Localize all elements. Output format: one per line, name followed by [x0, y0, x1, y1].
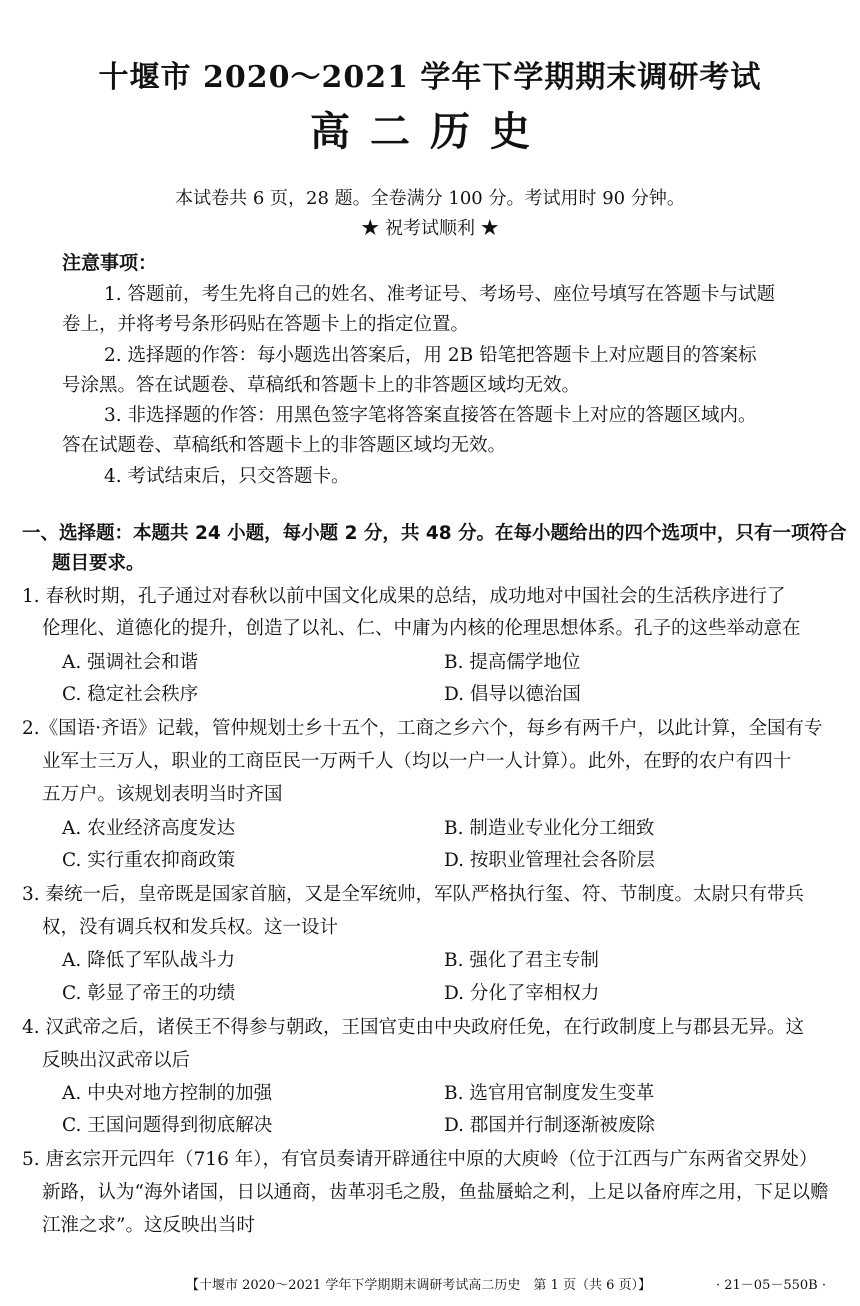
exam-title: 十堰市 2020～2021 学年下学期期末调研考试	[98, 60, 762, 95]
notice-line: 3. 非选择题的作答：用黑色签字笔将答案直接答在答题卡上对应的答题区域内。	[104, 405, 757, 426]
question-text: 五万户。该规划表明当时齐国	[42, 784, 283, 805]
exam-info: 本试卷共 6 页，28 题。全卷满分 100 分。考试用时 90 分钟。	[175, 188, 685, 209]
question-text: 反映出汉武帝以后	[42, 1050, 191, 1071]
notice-line: 1. 答题前，考生先将自己的姓名、准考证号、考场号、座位号填写在答题卡与试题	[104, 284, 776, 305]
notice-line: 2. 选择题的作答：每小题选出答案后，用 2B 铅笔把答题卡上对应题目的答案标	[104, 345, 757, 366]
option-c: C. 稳定社会秩序	[62, 684, 199, 705]
question-text: 5. 唐玄宗开元四年（716 年），有官员奏请开辟通往中原的大庾岭（位于江西与广东两省交界处）	[22, 1149, 818, 1170]
section-heading: 一、选择题：本题共 24 小题，每小题 2 分，共 48 分。在每小题给出的四个选项中，只有一项符合	[22, 523, 847, 544]
question-text: 2.《国语·齐语》记载，管仲规划士乡十五个，工商之乡六个，每乡有两千户，以此计算，全国有专	[22, 718, 823, 739]
question-text: 1. 春秋时期，孔子通过对春秋以前中国文化成果的总结，成功地对中国社会的生活秩序进行了	[22, 586, 786, 607]
option-a: A. 中央对地方控制的加强	[62, 1083, 273, 1104]
question-text: 3. 秦统一后，皇帝既是国家首脑，又是全军统帅，军队严格执行玺、符、节制度。太尉只有带兵	[22, 884, 805, 905]
question-text: 4. 汉武帝之后，诸侯王不得参与朝政，王国官吏由中央政府任免，在行政制度上与郡县无异。这	[22, 1017, 805, 1038]
option-d: D. 倡导以德治国	[444, 684, 581, 705]
option-b: B. 强化了君主专制	[444, 950, 599, 971]
good-luck-line: ★ 祝考试顺利 ★	[361, 218, 499, 239]
question-text: 新路，认为“海外诸国，日以通商，齿革羽毛之殷，鱼盐蜃蛤之利，上足以备府库之用，下足以赡	[42, 1182, 829, 1203]
notice-heading: 注意事项：	[62, 252, 158, 274]
question-text: 江淮之求”。这反映出当时	[42, 1215, 255, 1236]
option-d: D. 分化了宰相权力	[444, 983, 600, 1004]
notice-line: 答在试题卷、草稿纸和答题卡上的非答题区域均无效。	[62, 435, 507, 456]
option-d: D. 按职业管理社会各阶层	[444, 850, 655, 871]
option-d: D. 郡国并行制逐渐被废除	[444, 1115, 655, 1136]
option-b: B. 选官用官制度发生变革	[444, 1083, 655, 1104]
section-heading-cont: 题目要求。	[52, 553, 145, 574]
option-c: C. 彰显了帝王的功绩	[62, 983, 236, 1004]
option-a: A. 农业经济高度发达	[62, 818, 236, 839]
notice-line: 卷上，并将考号条形码贴在答题卡上的指定位置。	[62, 314, 470, 335]
question-text: 业军士三万人，职业的工商臣民一万两千人（均以一户一人计算）。此外，在野的农户有四十	[42, 751, 792, 772]
page-footer: 【十堰市 2020～2021 学年下学期期末调研考试高二历史 第 1 页（共 6 页）】	[186, 1278, 652, 1293]
option-c: C. 实行重农抑商政策	[62, 850, 236, 871]
question-text: 伦理化、道德化的提升，创造了以礼、仁、中庸为内核的伦理思想体系。孔子的这些举动意在	[42, 618, 801, 639]
option-b: B. 提高儒学地位	[444, 652, 581, 673]
option-c: C. 王国问题得到彻底解决	[62, 1115, 273, 1136]
paper-code: · 21－05－550B ·	[716, 1278, 826, 1293]
notice-line: 4. 考试结束后，只交答题卡。	[104, 466, 350, 487]
option-b: B. 制造业专业化分工细致	[444, 818, 655, 839]
question-text: 权，没有调兵权和发兵权。这一设计	[42, 917, 339, 938]
option-a: A. 降低了军队战斗力	[62, 950, 236, 971]
subject-title: 高二历史	[310, 108, 550, 155]
option-a: A. 强调社会和谐	[62, 652, 199, 673]
notice-line: 号涂黑。答在试题卷、草稿纸和答题卡上的非答题区域均无效。	[62, 375, 581, 396]
